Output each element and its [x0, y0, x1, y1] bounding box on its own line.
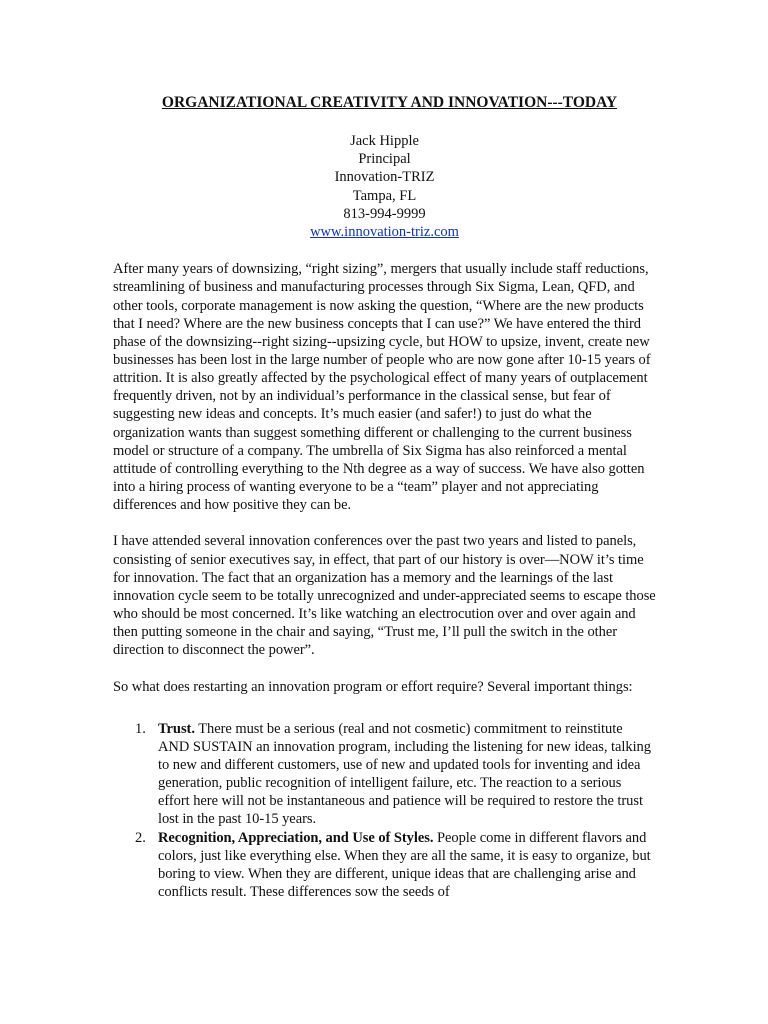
author-role: Principal — [358, 151, 411, 168]
list-item-text: There must be a serious (real and not cosmetic) commitment to reinstitute AND SUSTAIN an innovation program, including the listening for new ideas, talking to new and different customers, use of new and updated tools for inventing and idea generation, public recognition of intelligent failure, etc. The reaction to a serious effort here will not be instantaneous and patience will be required to restore the trust lost in the past 10-15 years. — [158, 720, 651, 828]
list-item-lead: Trust. — [158, 720, 195, 737]
author-block — [113, 132, 656, 241]
author-name: Jack Hipple — [350, 133, 419, 149]
paragraph-3: So what does restarting an innovation program or effort require? Several important things: — [113, 678, 633, 695]
paragraph-2: I have attended several innovation conferences over the past two years and listed to panels, consisting of senior executives say, in effect, that part of our history is over—NOW it’s time for innovation. The fact that an organization has a memory and the learnings of the last innovation cycle seem to be totally unrecognized and under-appreciated seems to escape those who should be most concerned. It’s like watching an electrocution over and over again and then putting someone in the chair and saying, “Trust me, I’ll pull the switch in the other direction to disconnect the power”. — [113, 533, 656, 659]
list-item-lead: Recognition, Appreciation, and Use of Styles. — [158, 829, 434, 846]
list-item-number: 2. — [135, 829, 146, 846]
website-link[interactable]: www.innovation-triz.com — [310, 224, 459, 241]
author-location: Tampa, FL — [352, 187, 417, 204]
document-title: ORGANIZATIONAL CREATIVITY AND INNOVATION---TODAY — [161, 94, 618, 111]
author-company: Innovation-TRIZ — [334, 169, 435, 186]
author-phone: 813-994-9999 — [343, 205, 426, 222]
paragraph-1: After many years of downsizing, “right sizing”, mergers that usually include staff reductions, streamlining of business and manufacturing processes through Six Sigma, Lean, QFD, and other tools, corporate management is now asking the question, “Where are the new products that I need? Where are the new business concepts that I can use?” We have entered the third phase of the downsizing--right sizing--upsizing cycle, but HOW to upsize, invent, create new businesses has been lost in the large number of people who are now gone after 10-15 years of attrition. It is also greatly affected by the psychological effect of many years of outplacement frequently driven, not by an individual’s performance in the classical sense, but fear of suggesting new ideas and concepts. It’s much easier (and safer!) to just do what the organization wants than suggest something different or challenging to the current business model or structure of a company. The umbrella of Six Sigma has also reinforced a mental attitude of controlling everything to the Nth degree as a way of success. We have also gotten into a hiring process of wanting everyone to be a “team” player and not appreciating differences and how positive they can be. — [113, 261, 651, 514]
list-item — [113, 829, 656, 902]
list-item — [113, 720, 656, 829]
list-item-text: People come in different flavors and colors, just like everything else. When they are all the same, it is easy to organize, but boring to view. When they are different, unique ideas that are challenging arise and conflicts result. These differences sow the seeds of — [158, 829, 651, 901]
list-item-number: 1. — [135, 720, 146, 737]
requirements-list — [113, 720, 656, 902]
